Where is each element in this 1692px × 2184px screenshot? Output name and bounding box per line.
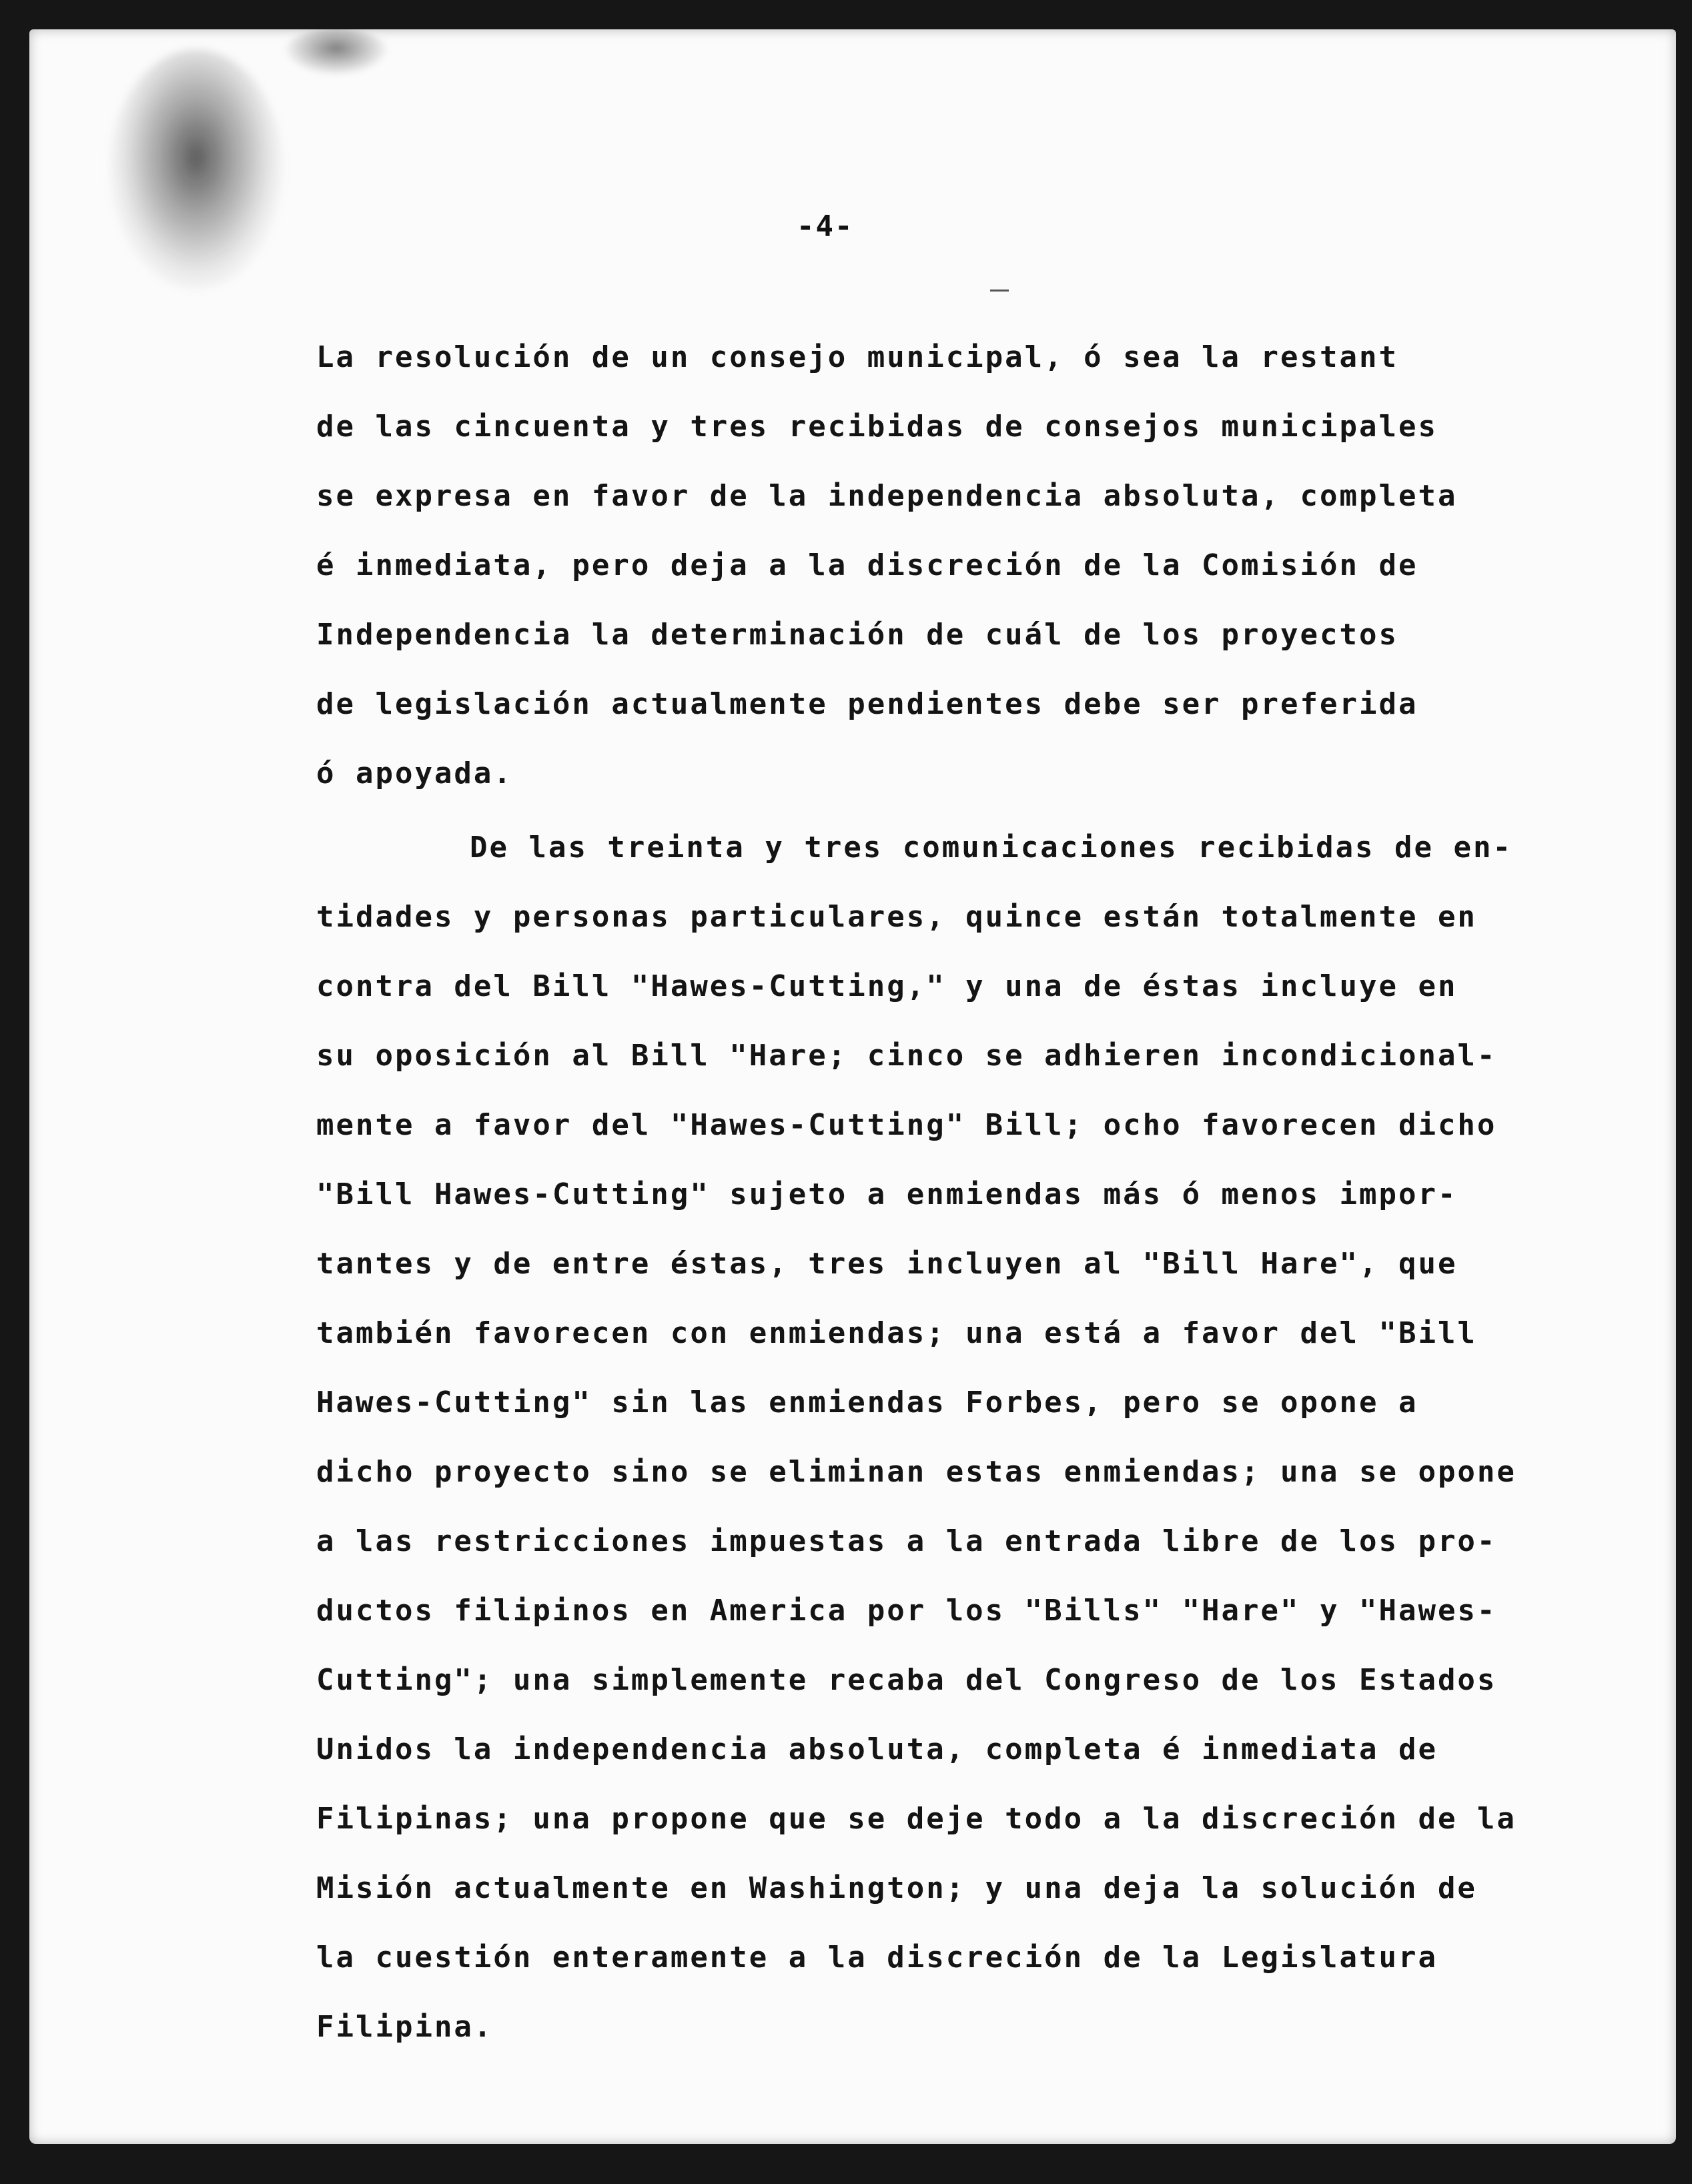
text-line: de legislación actualmente pendientes debe ser preferida (316, 687, 1418, 721)
text-line: é inmediata, pero deja a la discreción de la Comisión de (316, 548, 1418, 582)
text-line: ductos filipinos en America por los "Bills" "Hare" y "Hawes- (316, 1594, 1497, 1628)
text-line: Cutting"; una simplemente recaba del Congreso de los Estados (316, 1663, 1497, 1697)
text-line: ó apoyada. (316, 756, 513, 790)
text-line: Misión actualmente en Washington; y una deja la solución de (316, 1871, 1477, 1905)
ink-smudge (109, 49, 283, 290)
text-line: dicho proyecto sino se eliminan estas enmiendas; una se opone (316, 1455, 1517, 1489)
text-line: también favorecen con enmiendas; una está a favor del "Bill (316, 1316, 1477, 1350)
text-line: su oposición al Bill "Hare; cinco se adhieren incondicional- (316, 1039, 1497, 1073)
text-line: De las treinta y tres comunicaciones recibidas de en- (470, 831, 1513, 865)
text-line: La resolución de un consejo municipal, ó sea la restant (316, 340, 1398, 374)
text-line: de las cincuenta y tres recibidas de consejos municipales (316, 410, 1438, 444)
text-line: se expresa en favor de la independencia absoluta, completa (316, 479, 1458, 513)
document-page (29, 29, 1676, 2144)
text-line: contra del Bill "Hawes-Cutting," y una de éstas incluye en (316, 969, 1458, 1003)
stray-mark (990, 290, 1009, 292)
paragraph-1 (316, 323, 1584, 808)
text-line: "Bill Hawes-Cutting" sujeto a enmiendas más ó menos impor- (316, 1177, 1458, 1211)
text-line: tantes y de entre éstas, tres incluyen al "Bill Hare", que (316, 1247, 1458, 1281)
text-line: Unidos la independencia absoluta, completa é inmediata de (316, 1732, 1438, 1766)
text-line: a las restricciones impuestas a la entrada libre de los pro- (316, 1524, 1497, 1558)
text-line: mente a favor del "Hawes-Cutting" Bill; ocho favorecen dicho (316, 1108, 1497, 1142)
paragraph-2 (316, 813, 1584, 2062)
page-number: -4- (797, 209, 854, 243)
text-line: Independencia la determinación de cuál de los proyectos (316, 618, 1398, 652)
text-line: Hawes-Cutting" sin las enmiendas Forbes, pero se opone a (316, 1386, 1418, 1420)
text-line: Filipinas; una propone que se deje todo a la discreción de la (316, 1802, 1517, 1836)
text-line: la cuestión enteramente a la discreción de la Legislatura (316, 1941, 1438, 1975)
ink-smudge-small (283, 29, 390, 76)
text-line: tidades y personas particulares, quince están totalmente en (316, 900, 1477, 934)
text-line: Filipina. (316, 2010, 494, 2044)
